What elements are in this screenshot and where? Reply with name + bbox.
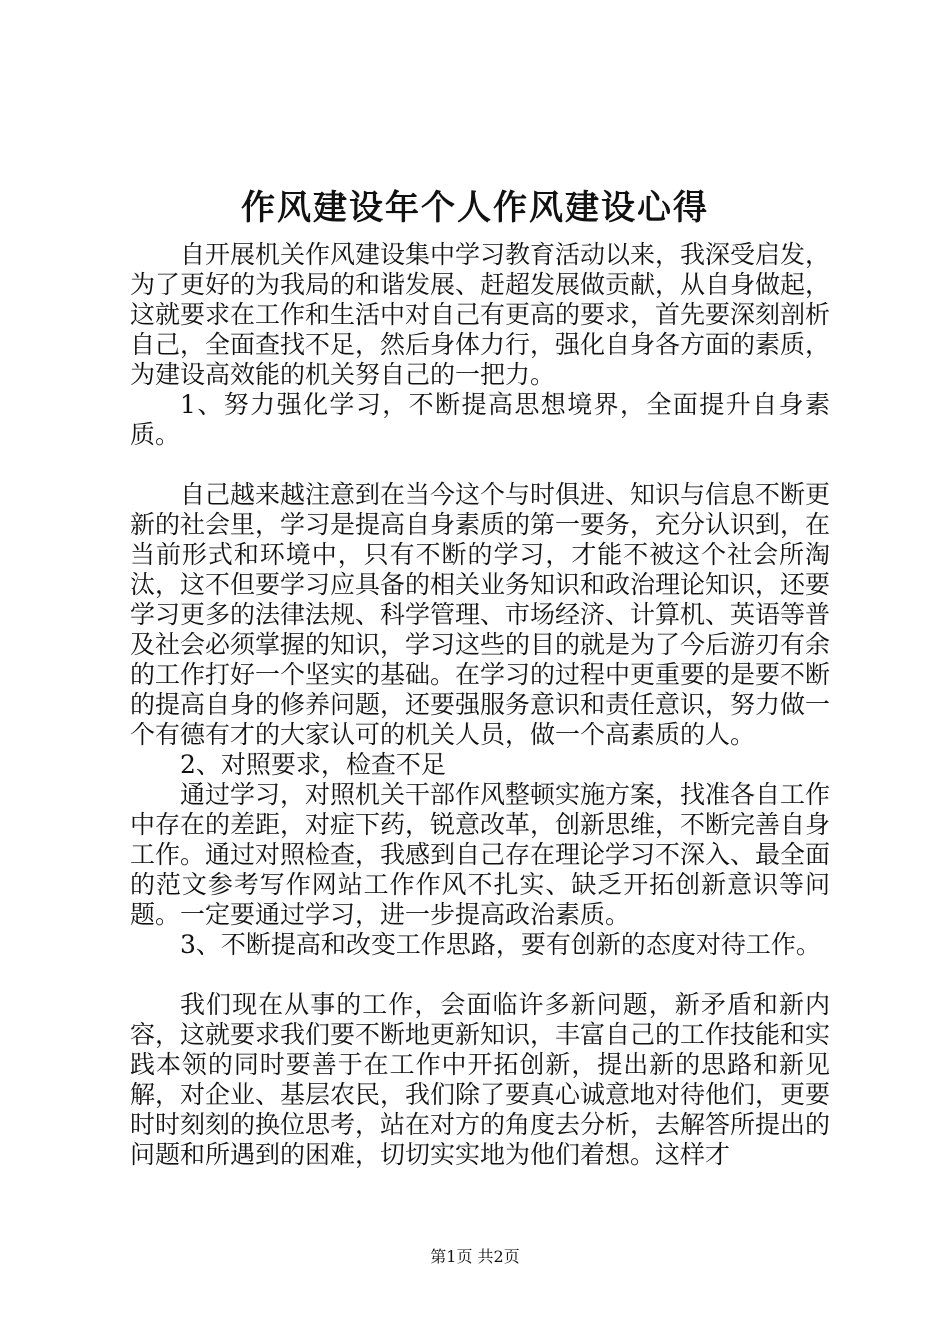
document-title: 作风建设年个人作风建设心得 [241, 188, 709, 228]
document-body [130, 240, 830, 1170]
page-number-footer: 第1页 共2页 [430, 1247, 520, 1266]
section-heading-1: 1、努力强化学习，不断提高思想境界，全面提升自身素质。 [130, 390, 830, 449]
section-paragraph-1: 自己越来越注意到在当今这个与时俱进、知识与信息不断更新的社会里，学习是提高自身素质的第一要务，充分认识到，在当前形式和环境中，只有不断的学习，才能不被这个社会所淘汰，这不但要学习应具备的相关业务知识和政治理论知识，还要学习更多的法律法规、科学管理、市场经济、计算机、英语等普及社会必须掌握的知识，学习这些的目的就是为了今后游刃有余的工作打好一个坚实的基础。在学习的过程中更重要的是要不断的提高自身的修养问题，还要强服务意识和责任意识，努力做一个有德有才的大家认可的机关人员，做一个高素质的人。 [130, 480, 831, 749]
section-heading-2: 2、对照要求，检查不足 [180, 750, 446, 779]
section-paragraph-3: 我们现在从事的工作，会面临许多新问题，新矛盾和新内容，这就要求我们要不断地更新知识，丰富自己的工作技能和实践本领的同时要善于在工作中开拓创新，提出新的思路和新见解，对企业、基层农民，我们除了要真心诚意地对待他们，更要时时刻刻的换位思考，站在对方的角度去分析，去解答所提出的问题和所遇到的困难，切切实实地为他们着想。这样才 [130, 990, 831, 1169]
section-heading-3: 3、不断提高和改变工作思路，要有创新的态度对待工作。 [180, 930, 821, 959]
intro-paragraph: 自开展机关作风建设集中学习教育活动以来，我深受启发，为了更好的为我局的和谐发展、赶超发展做贡献，从自身做起，这就要求在工作和生活中对自己有更高的要求，首先要深刻剖析自己，全面查找不足，然后身体力行，强化自身各方面的素质，为建设高效能的机关努自己的一把力。 [130, 240, 831, 389]
section-paragraph-2: 通过学习，对照机关干部作风整顿实施方案，找准各自工作中存在的差距，对症下药，锐意改革，创新思维，不断完善自身工作。通过对照检查，我感到自己存在理论学习不深入、最全面的范文参考写作网站工作作风不扎实、缺乏开拓创新意识等问题。一定要通过学习，进一步提高政治素质。 [130, 780, 831, 929]
